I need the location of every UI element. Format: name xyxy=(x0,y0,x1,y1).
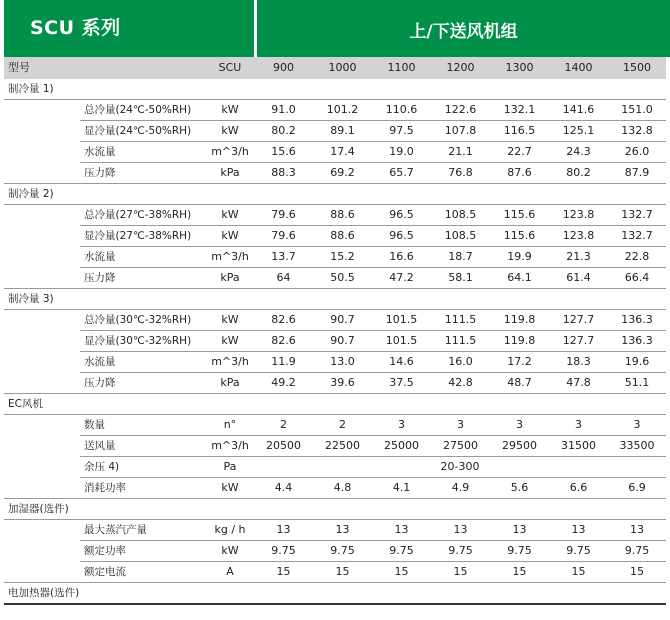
row-unit: kW xyxy=(206,226,254,247)
row-value: 108.5 xyxy=(431,205,490,226)
row-value: 64 xyxy=(254,268,313,289)
row-value: 80.2 xyxy=(549,163,608,184)
table-row xyxy=(4,268,666,289)
column-header-row xyxy=(4,57,666,79)
table-row xyxy=(4,541,666,562)
row-value: 80.2 xyxy=(254,121,313,142)
row-unit: kPa xyxy=(206,373,254,394)
row-value: 108.5 xyxy=(431,226,490,247)
row-value: 125.1 xyxy=(549,121,608,142)
row-value: 89.1 xyxy=(313,121,372,142)
row-value: 22500 xyxy=(313,436,372,457)
row-label: 显冷量(24℃-50%RH) xyxy=(80,121,206,142)
row-value: 15 xyxy=(549,562,608,583)
table-row xyxy=(4,478,666,499)
row-value: 11.9 xyxy=(254,352,313,373)
row-value: 20500 xyxy=(254,436,313,457)
row-unit: kW xyxy=(206,205,254,226)
row-value: 47.8 xyxy=(549,373,608,394)
section-title: 电加热器(选件) xyxy=(4,583,666,605)
indent-cell xyxy=(4,100,80,121)
row-value: 107.8 xyxy=(431,121,490,142)
row-value: 141.6 xyxy=(549,100,608,121)
row-value: 4.8 xyxy=(313,478,372,499)
row-value: 123.8 xyxy=(549,205,608,226)
row-value: 61.4 xyxy=(549,268,608,289)
row-label: 数量 xyxy=(80,415,206,436)
model-label: 型号 xyxy=(4,57,206,79)
row-value: 29500 xyxy=(490,436,549,457)
indent-cell xyxy=(4,331,80,352)
indent-cell xyxy=(4,226,80,247)
row-value: 15 xyxy=(608,562,666,583)
unit-header: SCU xyxy=(206,57,254,79)
row-value: 65.7 xyxy=(372,163,431,184)
table-row xyxy=(4,310,666,331)
row-value: 9.75 xyxy=(431,541,490,562)
row-label: 显冷量(27℃-38%RH) xyxy=(80,226,206,247)
row-value: 87.6 xyxy=(490,163,549,184)
section-title: 加湿器(选件) xyxy=(4,499,666,520)
row-unit: kPa xyxy=(206,268,254,289)
row-value: 136.3 xyxy=(608,331,666,352)
row-label: 压力降 xyxy=(80,373,206,394)
row-unit: m^3/h xyxy=(206,352,254,373)
row-value: 15.6 xyxy=(254,142,313,163)
section-row xyxy=(4,184,666,205)
row-value: 116.5 xyxy=(490,121,549,142)
row-value: 90.7 xyxy=(313,310,372,331)
row-value: 9.75 xyxy=(372,541,431,562)
row-unit: kW xyxy=(206,121,254,142)
section-title: 制冷量 3) xyxy=(4,289,666,310)
row-value: 79.6 xyxy=(254,226,313,247)
section-title: 制冷量 2) xyxy=(4,184,666,205)
row-value: 14.6 xyxy=(372,352,431,373)
row-value: 119.8 xyxy=(490,331,549,352)
row-label: 总冷量(27℃-38%RH) xyxy=(80,205,206,226)
row-value: 132.1 xyxy=(490,100,549,121)
indent-cell xyxy=(4,247,80,268)
row-value: 24.3 xyxy=(549,142,608,163)
row-value: 82.6 xyxy=(254,331,313,352)
row-value: 31500 xyxy=(549,436,608,457)
indent-cell xyxy=(4,415,80,436)
row-value: 19.9 xyxy=(490,247,549,268)
row-value: 47.2 xyxy=(372,268,431,289)
row-value: 13 xyxy=(372,520,431,541)
row-value: 15.2 xyxy=(313,247,372,268)
row-value: 5.6 xyxy=(490,478,549,499)
row-value: 39.6 xyxy=(313,373,372,394)
row-value: 9.75 xyxy=(549,541,608,562)
section-title: 制冷量 1) xyxy=(4,79,666,100)
row-value: 91.0 xyxy=(254,100,313,121)
row-value: 2 xyxy=(254,415,313,436)
table-row xyxy=(4,247,666,268)
row-value: 6.9 xyxy=(608,478,666,499)
row-unit: kW xyxy=(206,541,254,562)
indent-cell xyxy=(4,205,80,226)
row-label: 压力降 xyxy=(80,163,206,184)
row-unit: kW xyxy=(206,100,254,121)
indent-cell xyxy=(4,478,80,499)
row-value: 3 xyxy=(372,415,431,436)
row-label: 水流量 xyxy=(80,142,206,163)
row-label: 消耗功率 xyxy=(80,478,206,499)
row-value: 21.3 xyxy=(549,247,608,268)
table-row xyxy=(4,100,666,121)
table-row xyxy=(4,373,666,394)
row-value: 16.0 xyxy=(431,352,490,373)
row-value: 15 xyxy=(431,562,490,583)
row-value: 13.7 xyxy=(254,247,313,268)
row-value: 3 xyxy=(490,415,549,436)
row-value: 88.3 xyxy=(254,163,313,184)
row-value: 123.8 xyxy=(549,226,608,247)
row-value: 58.1 xyxy=(431,268,490,289)
table-row xyxy=(4,457,666,478)
row-label: 余压 4) xyxy=(80,457,206,478)
table-row xyxy=(4,415,666,436)
indent-cell xyxy=(4,268,80,289)
table-row xyxy=(4,163,666,184)
row-value: 13 xyxy=(254,520,313,541)
row-label: 额定电流 xyxy=(80,562,206,583)
section-row xyxy=(4,583,666,605)
spec-table xyxy=(4,57,666,605)
row-unit: kW xyxy=(206,478,254,499)
row-value: 88.6 xyxy=(313,205,372,226)
row-value: 96.5 xyxy=(372,226,431,247)
section-title: EC风机 xyxy=(4,394,666,415)
row-value: 17.2 xyxy=(490,352,549,373)
row-value: 97.5 xyxy=(372,121,431,142)
model-header: 1000 xyxy=(313,57,372,79)
indent-cell xyxy=(4,163,80,184)
row-value: 3 xyxy=(431,415,490,436)
model-header: 900 xyxy=(254,57,313,79)
row-value: 2 xyxy=(313,415,372,436)
row-label: 水流量 xyxy=(80,352,206,373)
row-value: 96.5 xyxy=(372,205,431,226)
row-value: 6.6 xyxy=(549,478,608,499)
section-row xyxy=(4,79,666,100)
row-label: 最大蒸汽产量 xyxy=(80,520,206,541)
row-value: 15 xyxy=(490,562,549,583)
row-value: 151.0 xyxy=(608,100,666,121)
model-header: 1500 xyxy=(608,57,666,79)
row-label: 水流量 xyxy=(80,247,206,268)
table-row xyxy=(4,436,666,457)
row-value: 9.75 xyxy=(490,541,549,562)
row-value: 4.9 xyxy=(431,478,490,499)
row-value: 90.7 xyxy=(313,331,372,352)
row-label: 送风量 xyxy=(80,436,206,457)
row-value: 13 xyxy=(490,520,549,541)
row-value: 13 xyxy=(313,520,372,541)
row-unit: n° xyxy=(206,415,254,436)
row-value: 15 xyxy=(372,562,431,583)
product-header xyxy=(257,0,670,57)
row-value: 115.6 xyxy=(490,226,549,247)
row-value: 19.0 xyxy=(372,142,431,163)
indent-cell xyxy=(4,520,80,541)
row-value: 76.8 xyxy=(431,163,490,184)
row-value: 132.7 xyxy=(608,205,666,226)
row-value: 20-300 xyxy=(254,457,666,478)
row-value: 49.2 xyxy=(254,373,313,394)
row-value: 37.5 xyxy=(372,373,431,394)
series-title: SCU 系列 xyxy=(30,17,121,39)
row-value: 127.7 xyxy=(549,310,608,331)
row-value: 101.5 xyxy=(372,310,431,331)
row-value: 17.4 xyxy=(313,142,372,163)
row-value: 9.75 xyxy=(313,541,372,562)
row-value: 13.0 xyxy=(313,352,372,373)
row-value: 21.1 xyxy=(431,142,490,163)
row-value: 64.1 xyxy=(490,268,549,289)
row-value: 15 xyxy=(254,562,313,583)
table-row xyxy=(4,331,666,352)
row-label: 总冷量(24℃-50%RH) xyxy=(80,100,206,121)
section-row xyxy=(4,394,666,415)
row-value: 51.1 xyxy=(608,373,666,394)
row-value: 122.6 xyxy=(431,100,490,121)
row-value: 22.8 xyxy=(608,247,666,268)
row-value: 16.6 xyxy=(372,247,431,268)
series-header xyxy=(4,0,254,57)
row-value: 48.7 xyxy=(490,373,549,394)
row-value: 66.4 xyxy=(608,268,666,289)
model-header: 1200 xyxy=(431,57,490,79)
row-unit: A xyxy=(206,562,254,583)
product-title: 上/下送风机组 xyxy=(409,22,518,42)
model-header: 1100 xyxy=(372,57,431,79)
row-value: 88.6 xyxy=(313,226,372,247)
row-value: 111.5 xyxy=(431,331,490,352)
table-row xyxy=(4,520,666,541)
row-value: 13 xyxy=(608,520,666,541)
indent-cell xyxy=(4,142,80,163)
table-row xyxy=(4,205,666,226)
row-unit: kW xyxy=(206,310,254,331)
row-value: 9.75 xyxy=(254,541,313,562)
model-header: 1300 xyxy=(490,57,549,79)
row-value: 69.2 xyxy=(313,163,372,184)
row-label: 压力降 xyxy=(80,268,206,289)
row-unit: m^3/h xyxy=(206,247,254,268)
row-value: 13 xyxy=(549,520,608,541)
row-label: 额定功率 xyxy=(80,541,206,562)
table-row xyxy=(4,352,666,373)
row-value: 9.75 xyxy=(608,541,666,562)
indent-cell xyxy=(4,310,80,331)
row-unit: kW xyxy=(206,331,254,352)
row-value: 26.0 xyxy=(608,142,666,163)
table-row xyxy=(4,121,666,142)
row-value: 15 xyxy=(313,562,372,583)
row-value: 82.6 xyxy=(254,310,313,331)
indent-cell xyxy=(4,562,80,583)
row-value: 115.6 xyxy=(490,205,549,226)
section-row xyxy=(4,289,666,310)
row-value: 42.8 xyxy=(431,373,490,394)
row-unit: kg / h xyxy=(206,520,254,541)
row-value: 13 xyxy=(431,520,490,541)
row-value: 4.4 xyxy=(254,478,313,499)
row-value: 110.6 xyxy=(372,100,431,121)
row-value: 132.7 xyxy=(608,226,666,247)
indent-cell xyxy=(4,436,80,457)
row-value: 132.8 xyxy=(608,121,666,142)
row-unit: m^3/h xyxy=(206,436,254,457)
row-value: 19.6 xyxy=(608,352,666,373)
row-value: 3 xyxy=(608,415,666,436)
model-header: 1400 xyxy=(549,57,608,79)
row-value: 33500 xyxy=(608,436,666,457)
row-value: 4.1 xyxy=(372,478,431,499)
row-unit: kPa xyxy=(206,163,254,184)
indent-cell xyxy=(4,352,80,373)
row-value: 101.2 xyxy=(313,100,372,121)
indent-cell xyxy=(4,373,80,394)
row-label: 显冷量(30℃-32%RH) xyxy=(80,331,206,352)
row-unit: m^3/h xyxy=(206,142,254,163)
indent-cell xyxy=(4,121,80,142)
row-value: 136.3 xyxy=(608,310,666,331)
row-label: 总冷量(30℃-32%RH) xyxy=(80,310,206,331)
row-value: 25000 xyxy=(372,436,431,457)
indent-cell xyxy=(4,541,80,562)
row-value: 79.6 xyxy=(254,205,313,226)
row-value: 27500 xyxy=(431,436,490,457)
row-unit: Pa xyxy=(206,457,254,478)
row-value: 50.5 xyxy=(313,268,372,289)
table-row xyxy=(4,562,666,583)
table-row xyxy=(4,226,666,247)
spec-table-body xyxy=(4,57,666,604)
row-value: 3 xyxy=(549,415,608,436)
indent-cell xyxy=(4,457,80,478)
row-value: 111.5 xyxy=(431,310,490,331)
row-value: 18.7 xyxy=(431,247,490,268)
table-row xyxy=(4,142,666,163)
row-value: 127.7 xyxy=(549,331,608,352)
row-value: 18.3 xyxy=(549,352,608,373)
row-value: 22.7 xyxy=(490,142,549,163)
row-value: 119.8 xyxy=(490,310,549,331)
section-row xyxy=(4,499,666,520)
row-value: 101.5 xyxy=(372,331,431,352)
row-value: 87.9 xyxy=(608,163,666,184)
